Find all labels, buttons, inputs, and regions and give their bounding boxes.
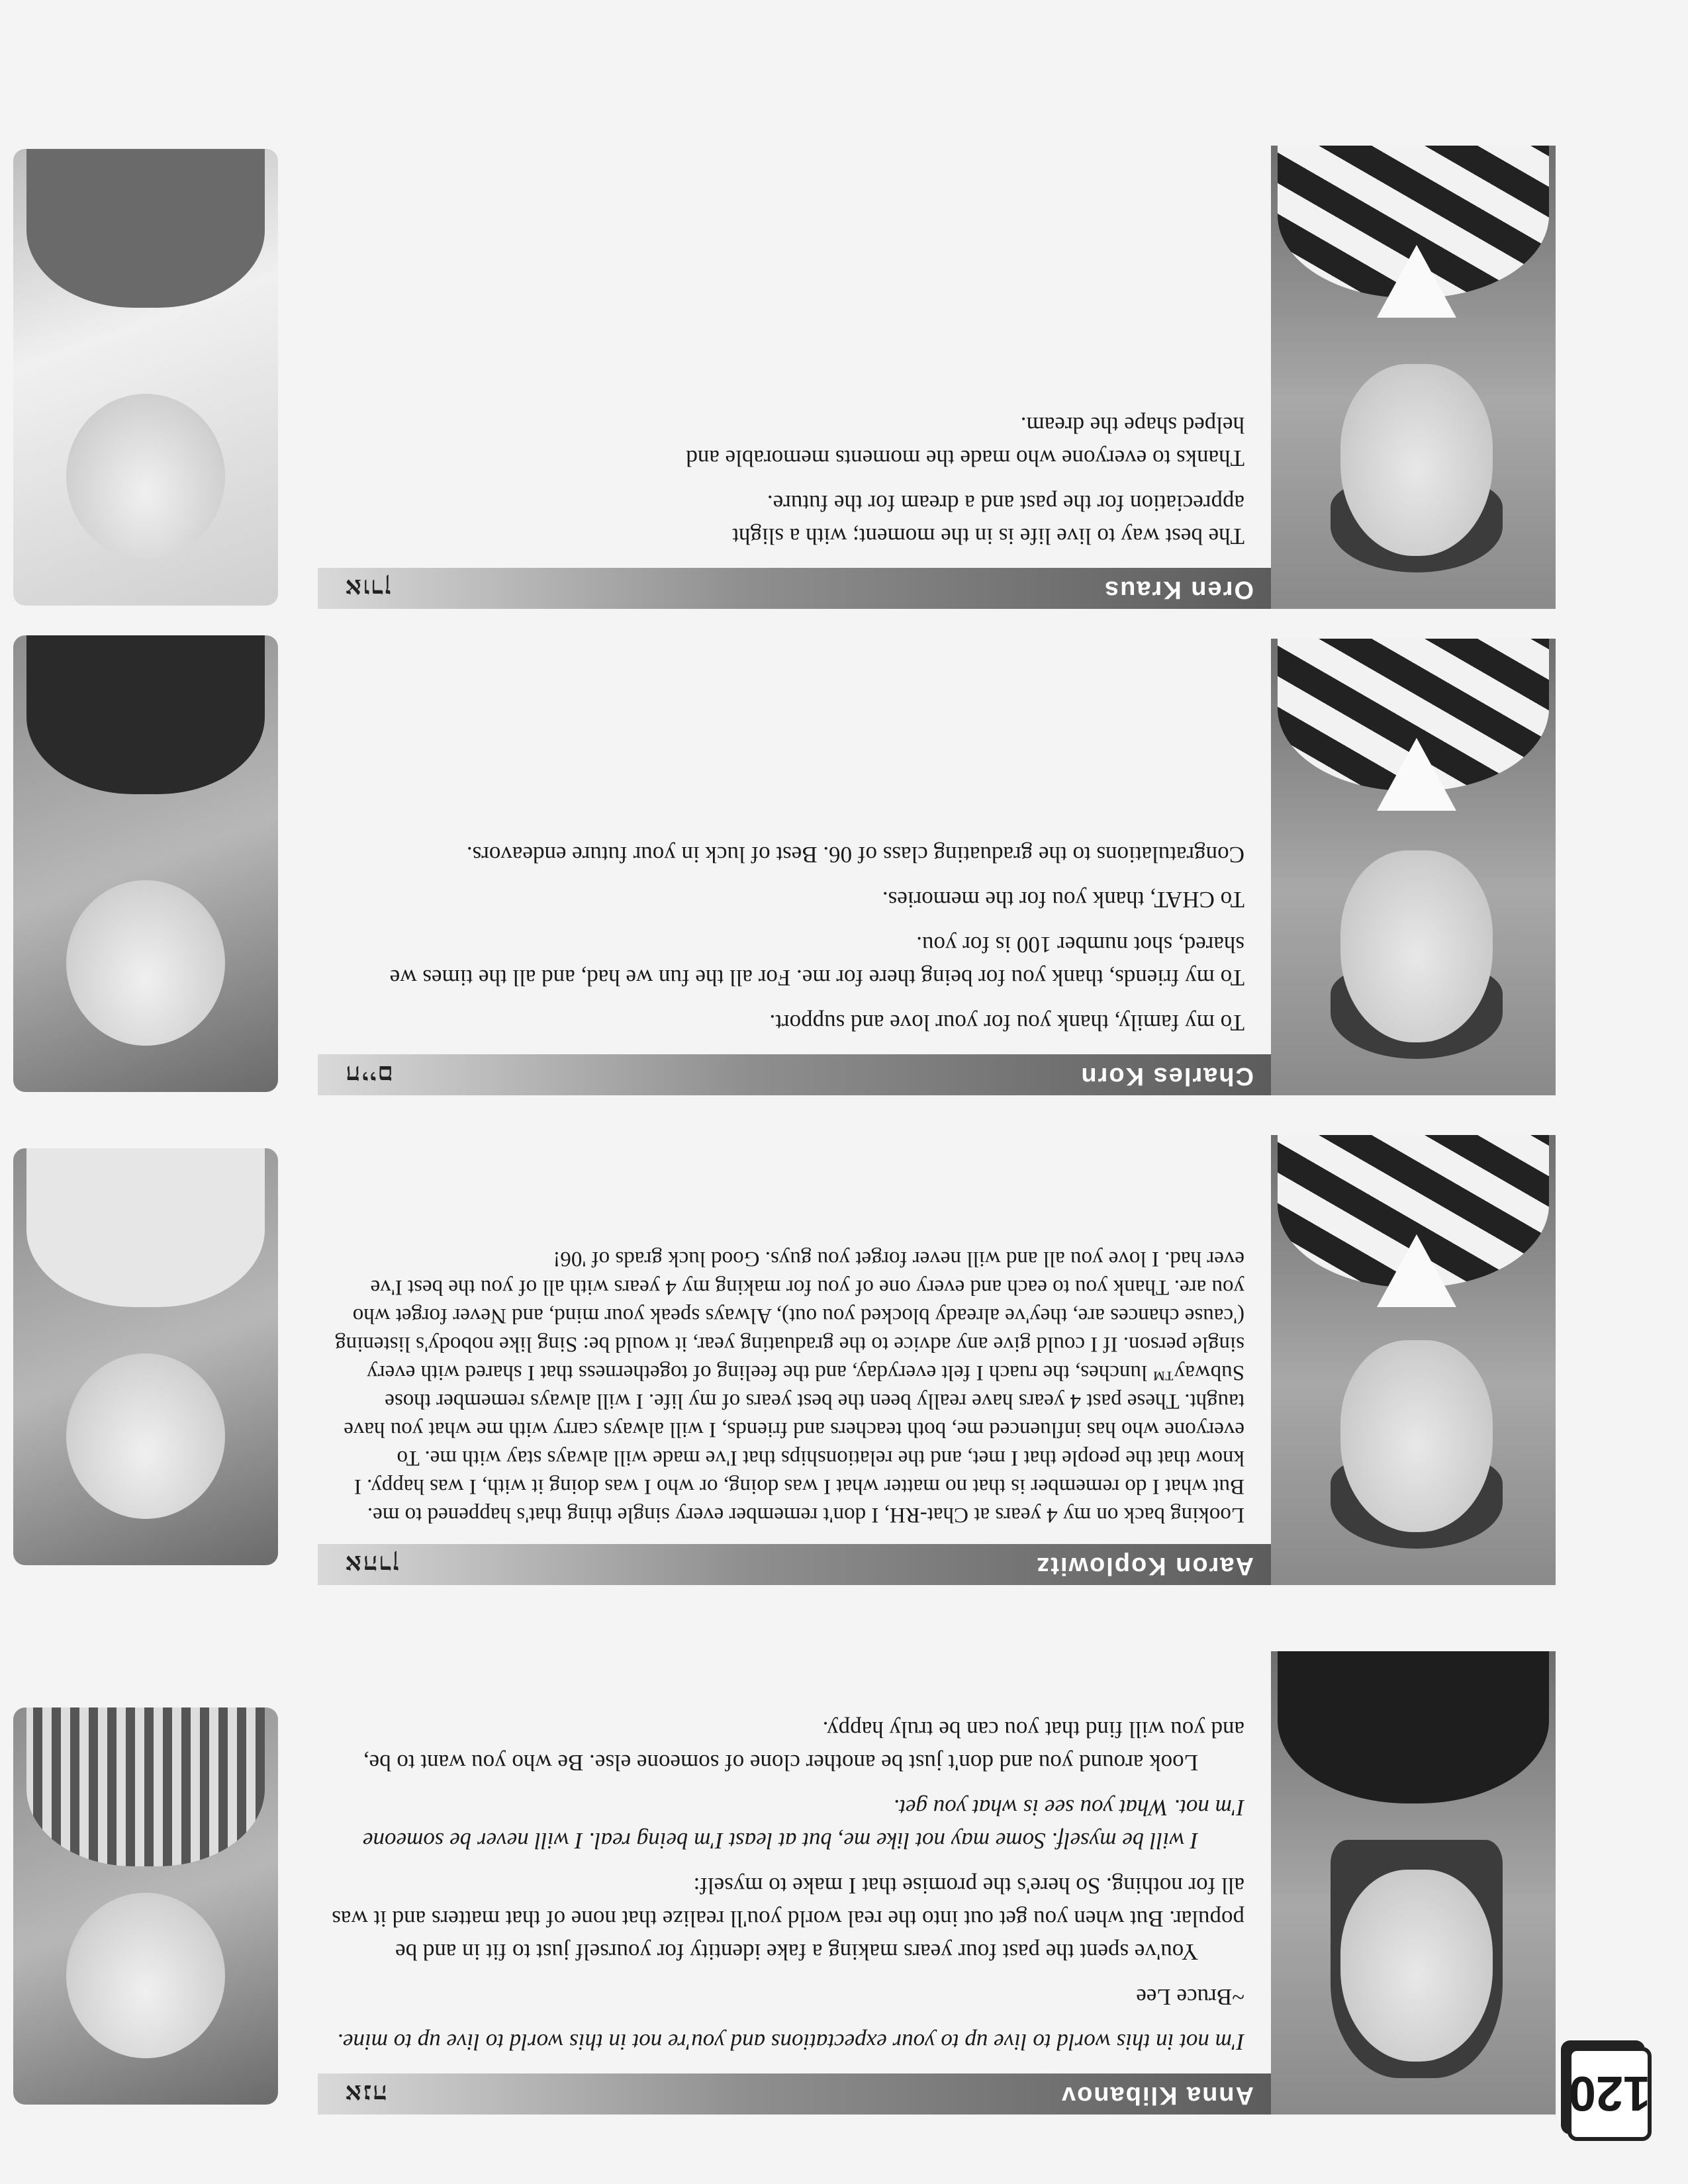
senior-name: Anna Klibanov <box>1060 2081 1254 2109</box>
baby-face <box>66 1893 225 2058</box>
quote-text: I'm not in this world to live up to your expectations and you're not in this world to live up to mine. <box>337 2029 1244 2055</box>
message-paragraph: To my family, thank you for your love and support. <box>769 1010 1244 1036</box>
portrait-shoulders <box>1278 1651 1549 1803</box>
baby-clothing <box>26 1707 265 1866</box>
baby-photo <box>13 1148 278 1565</box>
name-banner <box>318 568 1271 609</box>
message-paragraph: To my friends, thank you for being there for me. For all the fun we had, and all the times we shared, shot number 100 is for you. <box>389 932 1244 991</box>
message-paragraph: You've spent the past four years making a fake identity for yourself just to fit in and be popular. But when you get out into the real world you'll realize that none of that matters and it was all for nothing. So here's the promise that I make to myself: <box>332 1873 1244 1965</box>
baby-photo <box>13 1707 278 2105</box>
message-paragraph: Looking back on my 4 years at Chat-RH, I don't remember every single thing that's happened to me. But what I do remember is that no matter what I was doing, or who I was doing it with, I was happy. I know that the people that I met, and the relationships that I've made will always stay with me. To everyone who has influenced me, both teachers and friends, I will always carry with me what you have taught. These past 4 years have really been the best years of my life. I will always remember those Subway™ lunches, the ruach I felt everyday, and the feeling of togetherness that I shared with every single person. If I could give any advice to the graduating year, it would be: Sing like nobody's listening ('cause chances are, they've already blocked you out), Always speak your mind, and Never forget who you are. Thank you to each and every one of you for making my 4 years with all of you the best I've ever had. I love you all and will never forget you guys. Good luck grads of '06! <box>335 1247 1244 1527</box>
message-paragraph: Thanks to everyone who made the moments memorable and helped shape the dream. <box>686 412 1244 471</box>
senior-portrait <box>1271 1135 1556 1585</box>
name-banner <box>318 1544 1271 1585</box>
baby-clothing <box>26 1148 265 1307</box>
name-banner <box>318 1054 1271 1095</box>
message-paragraph: The best way to live life is in the moment; with a slight appreciation for the past and a dream for the future. <box>732 490 1244 549</box>
message-paragraph: Look around you and don't just be another clone of someone else. Be who you want to be, and you will find that you can be truly happy. <box>363 1717 1244 1776</box>
senior-entry-oren-kraus <box>318 146 1556 609</box>
senior-message <box>331 1232 1244 1529</box>
senior-name: Charles Korn <box>1080 1062 1254 1090</box>
portrait-face <box>1340 850 1493 1042</box>
baby-clothing <box>26 149 265 308</box>
senior-message <box>331 1701 1244 2058</box>
baby-photo <box>13 149 278 606</box>
portrait-face <box>1340 1340 1493 1532</box>
senior-entry-aaron-koplowitz <box>318 1135 1556 1585</box>
senior-entry-anna-klibanov <box>318 1651 1556 2115</box>
senior-message <box>331 826 1244 1039</box>
baby-face <box>66 1353 225 1519</box>
senior-portrait <box>1271 1651 1556 2115</box>
senior-portrait <box>1271 146 1556 609</box>
hebrew-name: אנה <box>344 2079 387 2109</box>
quote-attribution: ~Bruce Lee <box>1136 1984 1244 2010</box>
senior-name: Aaron Koplowitz <box>1035 1552 1254 1580</box>
hebrew-name: אורן <box>344 574 391 604</box>
message-paragraph: Congratulations to the graduating class of 06. Best of luck in your future endeavors. <box>466 842 1244 868</box>
senior-name: Oren Kraus <box>1103 576 1254 604</box>
hebrew-name: חיים <box>344 1060 394 1090</box>
message-paragraph: I will be myself. Some may not like me, but at least I'm being real. I will never be someone I'm not. What you see is what you get. <box>363 1795 1244 1854</box>
portrait-face <box>1340 364 1493 556</box>
name-banner <box>318 2073 1271 2115</box>
baby-face <box>66 394 225 559</box>
page-number: 120 <box>1568 2047 1652 2141</box>
senior-portrait <box>1271 639 1556 1095</box>
baby-photo <box>13 635 278 1092</box>
hebrew-name: אהרן <box>344 1550 399 1580</box>
message-paragraph: To CHAT, thank you for the memories. <box>882 887 1244 913</box>
baby-face <box>66 880 225 1046</box>
baby-clothing <box>26 635 265 794</box>
senior-entry-charles-korn <box>318 639 1556 1095</box>
senior-message <box>649 396 1244 553</box>
portrait-face <box>1340 1870 1493 2062</box>
